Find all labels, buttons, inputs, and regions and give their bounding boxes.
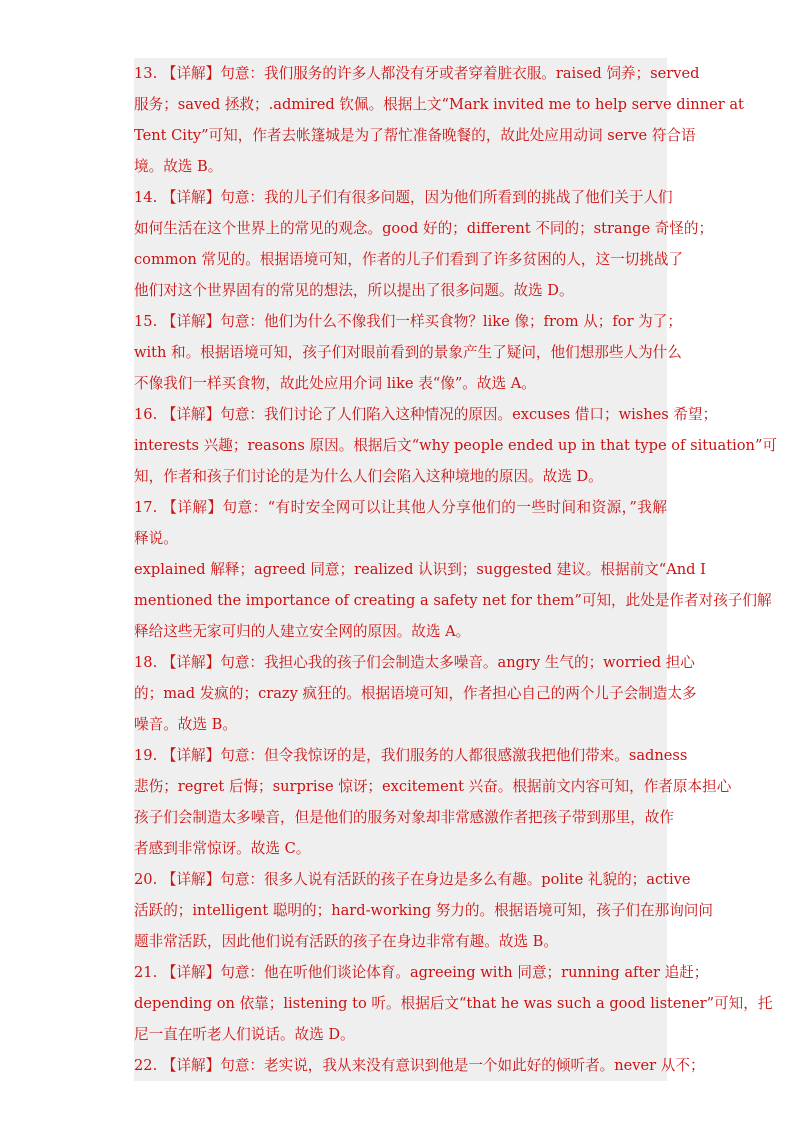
text-line: 15. 【详解】句意：他们为什么不像我们一样买食物？like 像；from 从；for 为了；: [134, 313, 682, 330]
text-line: 不像我们一样买食物，故此处应用介词 like 表“像”。故选 A。: [134, 375, 536, 392]
text-line: mentioned the importance of creating a safety net for them”可知，此处是作者对孩子们解: [134, 592, 772, 609]
text-line: 20. 【详解】句意：很多人说有活跃的孩子在身边是多么有趣。polite 礼貌的；active: [134, 871, 691, 888]
text-line: 噪音。故选 B。: [134, 716, 237, 733]
text-line: 服务；saved 拯救；.admired 钦佩。根据上文“Mark invited me to help serve dinner at: [134, 96, 744, 113]
text-line: 22. 【详解】句意：老实说，我从来没有意识到他是一个如此好的倾听者。never 从不；: [134, 1057, 705, 1074]
text-line: 16. 【详解】句意：我们讨论了人们陷入这种情况的原因。excuses 借口；wishes 希望；: [134, 406, 718, 423]
text-line: 活跃的；intelligent 聪明的；hard-working 努力的。根据语境可知，孩子们在那询问问: [134, 902, 713, 919]
text-line: 14. 【详解】句意：我的儿子们有很多问题，因为他们所看到的挑战了他们关于人们: [134, 189, 673, 206]
text-line: 13. 【详解】句意：我们服务的许多人都没有牙或者穿着脏衣服。raised 饲养；served: [134, 65, 700, 82]
text-line: 者感到非常惊讶。故选 C。: [134, 840, 311, 857]
text-line: 18. 【详解】句意：我担心我的孩子们会制造太多噪音。angry 生气的；worried 担心: [134, 654, 695, 671]
text-line: common 常见的。根据语境可知，作者的儿子们看到了许多贫困的人，这一切挑战了: [134, 251, 684, 268]
text-line: 知，作者和孩子们讨论的是为什么人们会陷入这种境地的原因。故选 D。: [134, 468, 603, 485]
text-line: 孩子们会制造太多噪音，但是他们的服务对象却非常感激作者把孩子带到那里，故作: [134, 809, 674, 826]
text-line: depending on 依靠；listening to 听。根据后文“that he was such a good listener”可知，托: [134, 995, 773, 1012]
text-line: 悲伤；regret 后悔；surprise 惊讶；excitement 兴奋。根据前文内容可知，作者原本担心: [134, 778, 732, 795]
text-line: Tent City”可知，作者去帐篷城是为了帮忙准备晚餐的，故此处应用动词 serve 符合语: [134, 127, 696, 144]
answer-explanations: [134, 58, 777, 1081]
text-line: 17. 【详解】句意：“有时安全网可以让其他人分享他们的一些时间和资源，”我解: [134, 499, 667, 516]
text-line: 释给这些无家可归的人建立安全网的原因。故选 A。: [134, 623, 471, 640]
text-line: 尼一直在听老人们说话。故选 D。: [134, 1026, 355, 1043]
text-line: interests 兴趣；reasons 原因。根据后文“why people ended up in that type of situation”可: [134, 437, 777, 454]
text-line: 的；mad 发疯的；crazy 疯狂的。根据语境可知，作者担心自己的两个儿子会制造太多: [134, 685, 697, 702]
text-line: 他们对这个世界固有的常见的想法，所以提出了很多问题。故选 D。: [134, 282, 574, 299]
text-line: explained 解释；agreed 同意；realized 认识到；suggested 建议。根据前文“And I: [134, 561, 706, 578]
text-line: 19. 【详解】句意：但令我惊讶的是，我们服务的人都很感激我把他们带来。sadness: [134, 747, 688, 764]
text-line: with 和。根据语境可知，孩子们对眼前看到的景象产生了疑问，他们想那些人为什么: [134, 344, 682, 361]
text-line: 释说。: [134, 530, 178, 547]
text-line: 如何生活在这个世界上的常见的观念。good 好的；different 不同的；strange 奇怪的；: [134, 220, 714, 237]
text-line: 题非常活跃，因此他们说有活跃的孩子在身边非常有趣。故选 B。: [134, 933, 558, 950]
text-line: 21. 【详解】句意：他在听他们谈论体育。agreeing with 同意；running after 追赶；: [134, 964, 709, 981]
text-line: 境。故选 B。: [134, 158, 223, 175]
